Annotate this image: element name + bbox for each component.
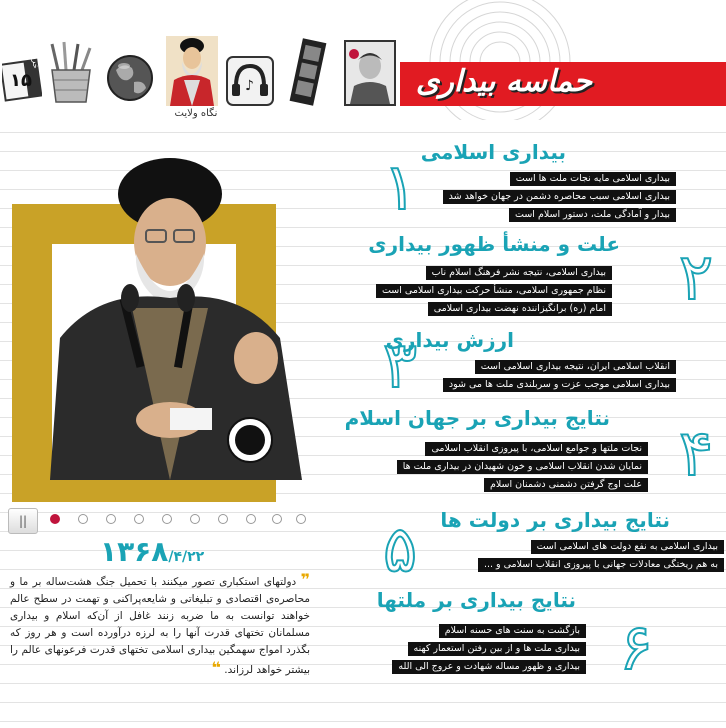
slide-dot-9[interactable]: [272, 514, 282, 524]
quote-text: [10, 571, 310, 681]
section-3-number: ۳: [382, 329, 418, 403]
quote-year: ۱۳۶۸: [100, 535, 169, 568]
slide-dot-4[interactable]: [134, 514, 144, 524]
section-1-line-1: بیداری اسلامی مایه نجات ملت ها است: [510, 172, 676, 186]
section-4: [344, 402, 726, 498]
globe-icon[interactable]: [106, 52, 150, 116]
section-2-lines: [372, 266, 612, 320]
section-3-line-2: بیداری اسلامی موجب عزت و سربلندی ملت ها می شود: [443, 378, 676, 392]
section-1-line-3: بیدار و آمادگی ملت، دستور اسلام است: [509, 208, 676, 222]
stationery-icon[interactable]: [46, 40, 90, 104]
section-3-lines: [416, 360, 676, 396]
section-1-title: بیداری اسلامی: [420, 140, 566, 164]
section-6-lines: [376, 624, 586, 678]
section-6-line-3: بیداری و ظهور مساله شهادت و عروج الی الله: [392, 660, 586, 674]
leader-portrait-icon[interactable]: [166, 36, 218, 106]
section-3: [370, 322, 726, 403]
film-icon[interactable]: [284, 38, 332, 106]
slide-dot-5[interactable]: [162, 514, 172, 524]
slide-dot-2[interactable]: [78, 514, 88, 524]
slide-dot-3[interactable]: [106, 514, 116, 524]
slide-dot-1[interactable]: [50, 514, 60, 524]
leader-portrait-image: [20, 158, 310, 480]
section-1: [370, 140, 726, 230]
section-1-lines: [416, 172, 676, 226]
section-1-number: ۱: [382, 151, 418, 225]
section-1-line-2: بیداری اسلامی سبب محاصره دشمن در جهان خواهد شد: [443, 190, 676, 204]
section-5-title: نتایج بیداری بر دولت ها: [440, 508, 670, 532]
section-4-line-1: نجات ملتها و جوامع اسلامی، با پیروزی انقلاب اسلامی: [425, 442, 648, 456]
calendar-icon[interactable]: [2, 48, 42, 104]
section-3-title: ارزش بیداری: [385, 328, 514, 352]
calendar-date: ۱۵: [10, 70, 32, 91]
slide-dot-6[interactable]: [190, 514, 200, 524]
section-2-number: ۲: [678, 241, 714, 315]
quote-body: دولتهای استکباری تصور میکنند با تحمیل جنگ هشت‌ساله بر ما و محاصره‌ی اقتصادی و تبلیغاتی و شایعه‌پراکنی و تهمت در سطح عالم خواهند توانست به ما ضربه زنند غافل از آن‌که اسلام و بیداری مسلمانان تختهای قدرت آنها را به لرزه درآورده است و هر روز که بگذرد امواج سهمگین بیداری اسلامی تختهای قدرت فرعونهای عالم را بیشتر خواهد لرزاند.: [10, 576, 310, 676]
quote-close-mark: ❝: [211, 658, 221, 677]
section-2-line-2: نظام جمهوری اسلامی، منشأ حرکت بیداری اسلامی است: [376, 284, 612, 298]
section-6-line-1: بازگشت به سنت های حسنه اسلام: [439, 624, 586, 638]
quote-month-day: /۴/۲۲: [168, 549, 205, 565]
section-6-number: ۶: [618, 611, 654, 685]
section-3-line-1: انقلاب اسلامی ایران، نتیجه بیداری اسلامی است: [475, 360, 676, 374]
section-5-line-1: بیداری اسلامی به نفع دولت های اسلامی است: [531, 540, 724, 554]
section-4-line-3: علت اوج گرفتن دشمنی دشمنان اسلام: [484, 478, 648, 492]
slide-dot-10[interactable]: [296, 514, 306, 524]
section-5-line-2: به هم ریختگی معادلات جهانی با پیروزی انقلاب اسلامی و ...: [478, 558, 724, 572]
section-4-line-2: نمایان شدن انقلاب اسلامی و خون شهیدان در بیداری ملت ها: [397, 460, 648, 474]
section-5-lines: [424, 540, 724, 576]
section-5-number: ۵: [382, 513, 418, 587]
quote-open-mark: ❞: [300, 570, 310, 589]
section-5: [370, 506, 726, 587]
section-6-title: نتایج بیداری بر ملتها: [376, 588, 576, 612]
calendar-month: خرداد: [31, 50, 40, 69]
section-2-title: علت و منشأ ظهور بیداری: [368, 232, 620, 256]
section-2-line-1: بیداری اسلامی، نتیجه نشر فرهنگ اسلام ناب: [426, 266, 612, 280]
section-4-lines: [368, 442, 648, 496]
section-2: [370, 228, 726, 320]
svg-text:♪: ♪: [245, 78, 254, 94]
audio-icon[interactable]: [226, 56, 274, 106]
leader-caption[interactable]: نگاه ولایت: [174, 108, 218, 119]
section-4-number: ۴: [678, 417, 714, 491]
header: [0, 0, 726, 132]
pause-button[interactable]: ||: [8, 508, 38, 534]
slide-dot-8[interactable]: [246, 514, 256, 524]
slide-dot-7[interactable]: [218, 514, 228, 524]
section-6-line-2: بیداری ملت ها و از بین رفتن استعمار کهنه: [408, 642, 586, 656]
section-4-title: نتایج بیداری بر جهان اسلام: [344, 406, 610, 430]
quote-date: [100, 535, 310, 575]
martyr-portrait-icon[interactable]: [344, 40, 396, 106]
slider-controls: [8, 506, 308, 534]
section-2-line-3: امام (ره) برانگیزاننده نهضت بیداری اسلامی: [428, 302, 612, 316]
section-6: [370, 586, 726, 686]
brand-title: حماسه بیداری: [415, 64, 592, 99]
